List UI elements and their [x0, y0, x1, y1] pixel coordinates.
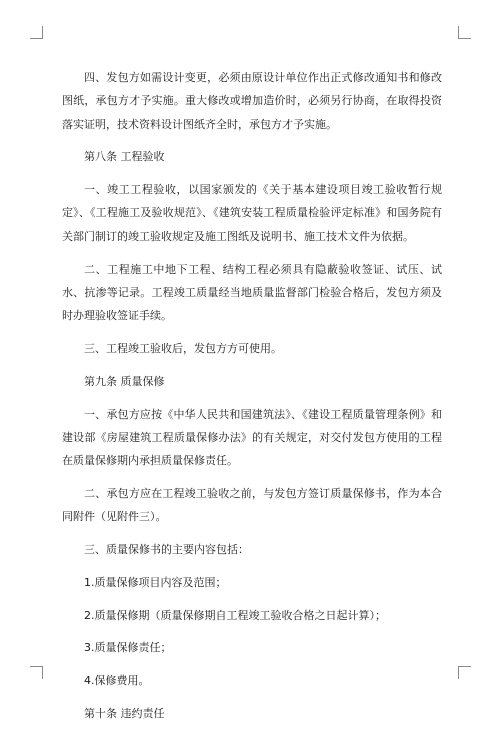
list-item-warranty-cost: 4.保修费用。: [84, 674, 150, 688]
crop-mark-top-right: [458, 26, 471, 39]
list-item-warranty-responsibility: 3.质量保修责任；: [84, 641, 172, 655]
paragraph-use-after-acceptance: 三、工程竣工验收后，发包方方可使用。: [84, 341, 282, 355]
paragraph-acceptance-basis: 一、竣工工程验收，以国家颁发的《关于基本建设项目竣工验收暂行规定》、《工程施工及验收规范》、《建筑安装工程质量检验评定标准》和国务院有关部门制订的竣工验收规定及施工图纸及说明书、施工技术文件为依据。: [62, 183, 442, 243]
crop-mark-bottom-left: [30, 666, 43, 679]
list-item-warranty-scope: 1.质量保修项目内容及范围；: [84, 575, 227, 589]
paragraph-warranty-obligation: 一、承包方应按《中华人民共和国建筑法》、《建设工程质量管理条例》和建设部《房屋建筑工程质量保修办法》的有关规定，对交付发包方使用的工程在质量保修期内承担质量保修责任。: [62, 407, 442, 468]
paragraph-concealed-works: 二、工程施工中地下工程、结构工程必须具有隐蔽验收签证、试压、试水、抗渗等记录。工程竣工质量经当地质量监督部门检验合格后，发包方须及时办理验收签证手续。: [62, 262, 442, 323]
paragraph-warranty-agreement: 二、承包方应在工程竣工验收之前，与发包方签订质量保修书，作为本合同附件（见附件三）。: [62, 486, 442, 524]
crop-mark-top-left: [30, 26, 43, 39]
list-item-warranty-period: 2.质量保修期（质量保修期自工程竣工验收合格之日起计算）；: [84, 608, 386, 622]
section-heading-article-10: 第十条 违约责任: [84, 707, 165, 721]
paragraph-design-change: 四、发包方如需设计变更，必须由原设计单位作出正式修改通知书和修改图纸，承包方才予实施。重大修改或增加造价时，必须另行协商，在取得投资落实证明，技术资料设计图纸齐全时，承包方才予实施。: [62, 71, 442, 131]
section-heading-article-9: 第九条 质量保修: [84, 374, 165, 388]
section-heading-article-8: 第八条 工程验收: [84, 150, 165, 164]
document-body: [62, 66, 442, 735]
crop-mark-bottom-right: [458, 666, 471, 679]
paragraph-warranty-contents: 三、质量保修书的主要内容包括：: [84, 543, 249, 557]
